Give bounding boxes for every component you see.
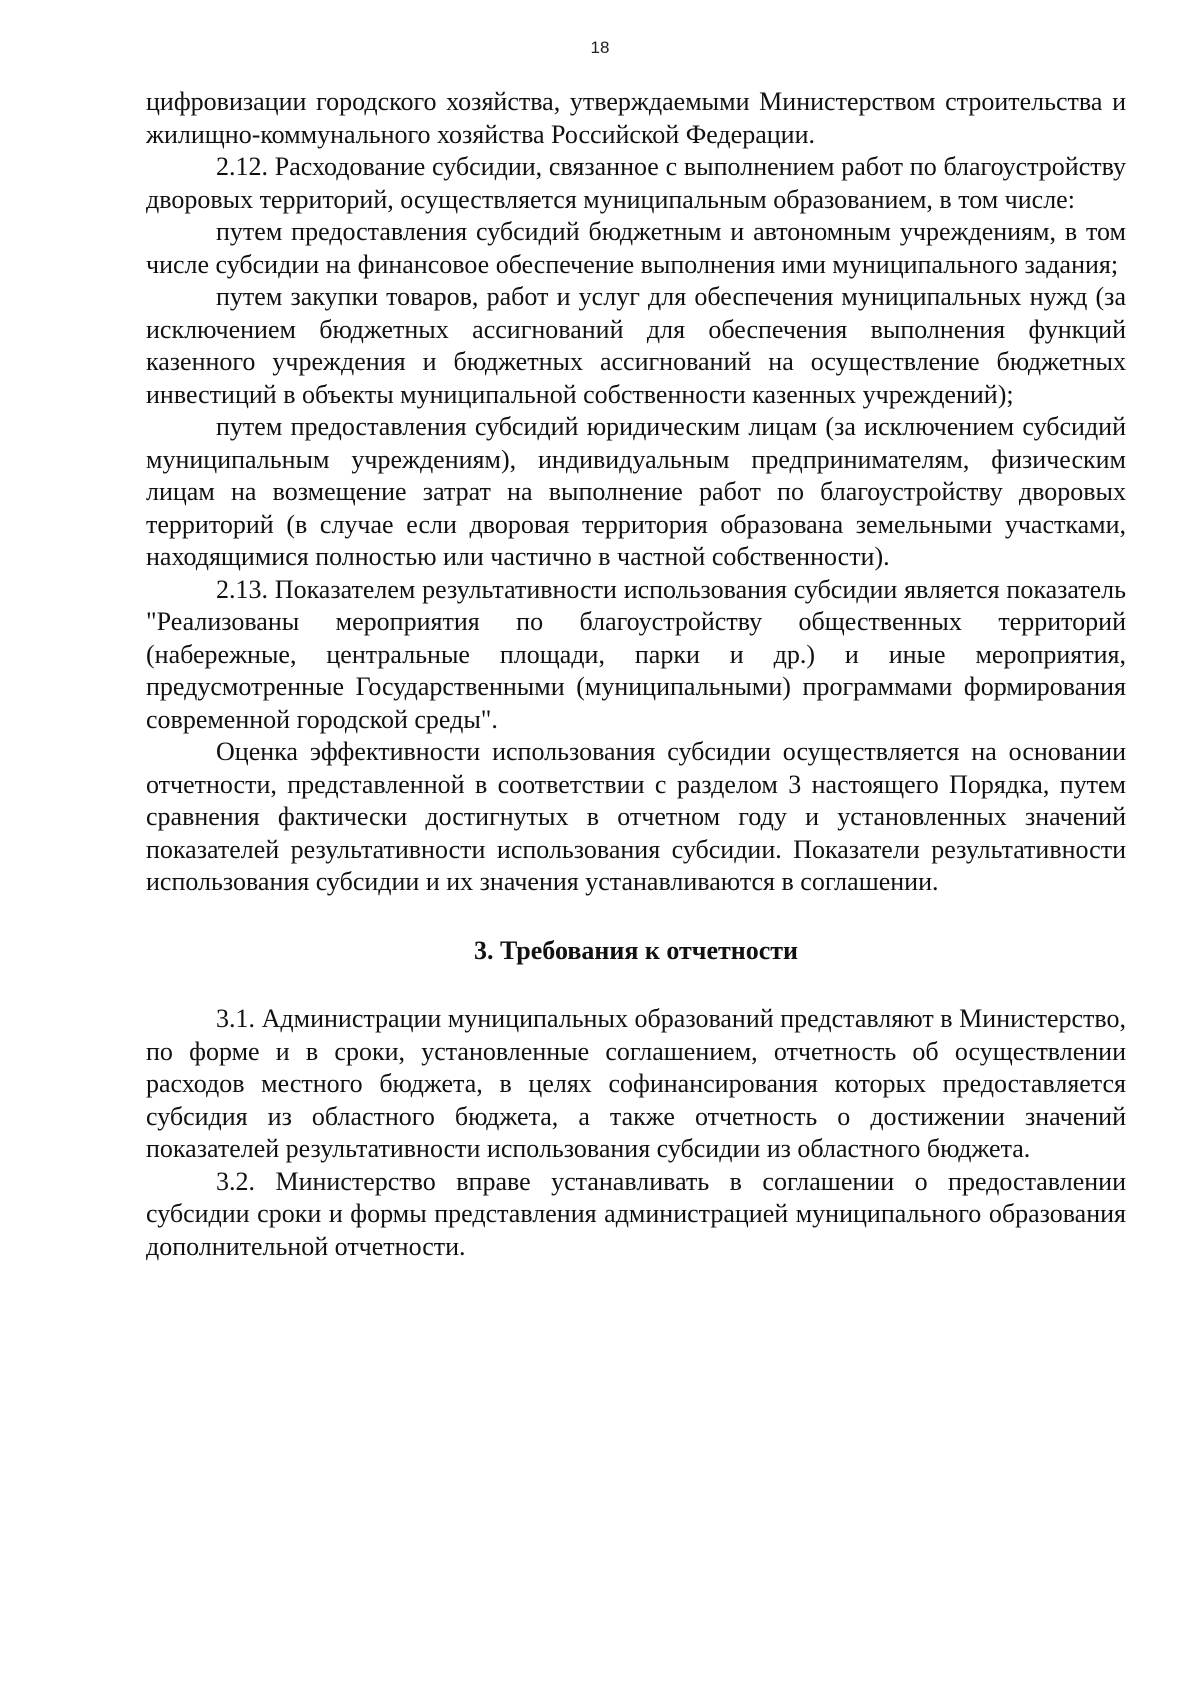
paragraph-3-2: 3.2. Министерство вправе устанавливать в соглашении о предоставлении субсидии сроки и формы представления администрацией муниципального образования дополнительной отчетности.	[146, 1166, 1126, 1261]
paragraph-continuation: цифровизации городского хозяйства, утверждаемыми Министерством строительства и жилищно-коммунального хозяйства Российской Федерации.	[146, 87, 1126, 149]
paragraph-2-13: 2.13. Показателем результативности использования субсидии является показатель "Реализованы мероприятия по благоустройству общественных территорий (набережные, центральные площади, парки и др.) и иные мероприятия, предусмотренные Государственными (муниципальными) программами формирования современной городской среды".	[146, 574, 1126, 734]
section-heading: 3. Требования к отчетности	[473, 935, 799, 965]
paragraph-procurement: путем закупки товаров, работ и услуг для обеспечения муниципальных нужд (за исключением бюджетных ассигнований для обеспечения выполнения функций казенного учреждения и бюджетных ассигнований на осуществление бюджетных инвестиций в объекты муниципальной собственности казенных учреждений);	[146, 282, 1126, 409]
page-number: 18	[590, 38, 610, 57]
paragraph-subsidies-institutions: путем предоставления субсидий бюджетным и автономным учреждениям, в том числе субсидии на финансовое обеспечение выполнения ими муниципального задания;	[146, 217, 1126, 279]
paragraph-2-12: 2.12. Расходование субсидии, связанное с выполнением работ по благоустройству дворовых территорий, осуществляется муниципальным образованием, в том числе:	[146, 152, 1126, 214]
paragraph-efficiency-evaluation: Оценка эффективности использования субсидии осуществляется на основании отчетности, представленной в соответствии с разделом 3 настоящего Порядка, путем сравнения фактически достигнутых в отчетном году и установленных значений показателей результативности использования субсидии. Показатели результативности использования субсидии и их значения устанавливаются в соглашении.	[146, 737, 1126, 896]
paragraph-3-1: 3.1. Администрации муниципальных образований представляют в Министерство, по форме и в сроки, установленные соглашением, отчетность об осуществлении расходов местного бюджета, в целях софинансирования которых предоставляется субсидия из областного бюджета, а также отчетность о достижении значений показателей результативности использования субсидии из областного бюджета.	[146, 1004, 1126, 1163]
paragraph-legal-entities: путем предоставления субсидий юридическим лицам (за исключением субсидий муниципальным учреждениям), индивидуальным предпринимателям, физическим лицам на возмещение затрат на выполнение работ по благоустройству дворовых территорий (в случае если дворовая территория образована земельными участками, находящимися полностью или частично в частной собственности).	[146, 412, 1126, 571]
document-body	[146, 86, 1126, 1263]
